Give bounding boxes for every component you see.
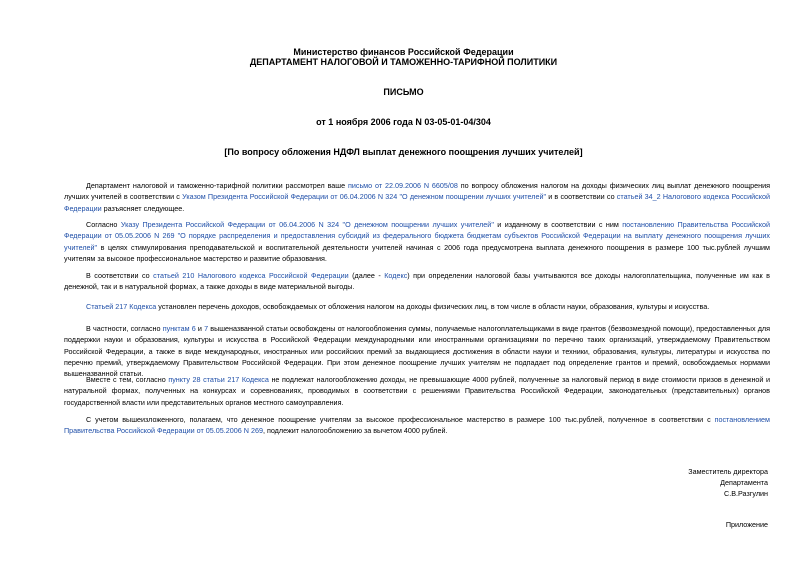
- text: разъясняет следующее.: [101, 203, 185, 213]
- paragraph-4: [64, 301, 770, 312]
- link-point-7[interactable]: 7: [204, 324, 209, 333]
- paragraph-1: [64, 180, 770, 214]
- department-name: ДЕПАРТАМЕНТ НАЛОГОВОЙ И ТАМОЖЕННО-ТАРИФНОЙ ПОЛИТИКИ: [249, 57, 558, 67]
- paragraph-7: [64, 414, 770, 437]
- text: С учетом вышеизложенного, полагаем, что денежное поощрение учителям за высокое профессиональное мастерство в размере 100 тыс.рублей, полученное в соответствии с: [86, 415, 715, 424]
- text: Согласно: [86, 220, 121, 229]
- paragraph-5: [64, 323, 770, 379]
- text: (далее -: [348, 271, 385, 280]
- text: и: [195, 324, 205, 333]
- link-letter[interactable]: письмо от 22.09.2006 N 6605/08: [347, 181, 458, 190]
- text: в целях стимулирования преподавательской и воспитательной деятельности учителей начиная с 2006 года предусмотрена выплата денежного поощрения в размере 100 тыс.рублей лучшим учителям за высокое профессиональное мастерство и развитие образования.: [64, 242, 770, 263]
- text: по вопросу обложения налогом на доходы физических лиц выплат денежного поощрения лучших учителей в соответствии с: [64, 181, 770, 202]
- link-resolution-269[interactable]: постановлением Правительства Российской Федерации от 05.05.2006 N 269: [64, 415, 770, 436]
- document-date-number: от 1 ноября 2006 года N 03-05-01-04/304: [316, 117, 491, 127]
- text: В частности, согласно: [86, 324, 163, 333]
- document-type: ПИСЬМО: [383, 87, 424, 97]
- link-decree-324[interactable]: Указу Президента Российской Федерации от 06.04.2006 N 324 "О денежном поощрении лучших учителей": [120, 220, 494, 229]
- text: ) при определении налоговой базы учитываются все доходы налогоплательщика, полученные им как в денежной, так и в натуральной формах, а также доходы в виде материальной выгоды.: [64, 271, 770, 292]
- text: Вместе с тем, согласно: [86, 375, 169, 384]
- signature-position-line1: Заместитель директора: [688, 467, 768, 476]
- link-resolution-269[interactable]: постановлению Правительства Российской Федерации от 05.05.2006 N 269 "О порядке распределения и предоставления субсидий из федерального бюджета бюджетам субъектов Российской Федерации на выплату денежного поощрения лучших учителей": [64, 220, 770, 252]
- link-article-34-2[interactable]: статьей 34_2 Налогового кодекса Российской Федерации: [64, 192, 770, 213]
- paragraph-6: [64, 374, 770, 408]
- link-code[interactable]: Кодекс: [384, 271, 408, 280]
- text: не подлежат налогообложению доходы, не превышающие 4000 рублей, полученные за налоговый период в виде стоимости призов в денежной и натуральной формах, полученных на конкурсах и соревнованиях, проводимых в соответствии с решениями Правительства Российской Федерации, законодательных (представительных) органов государственной власти или представительных органов местного самоуправления.: [64, 375, 770, 407]
- text: вышеназванной статьи освобождены от налогообложения суммы, получаемые налогоплательщиками в виде грантов (безвозмездной помощи), предоставленных для поддержки науки и образования, культуры и искусства в Российской Федерации международными или иностранными организациями по перечню таких организаций, утверждаемому Правительством Российской Федерации, а также в виде международных, иностранных или российских премий за выдающиеся достижения в области науки и техники, образования, культуры, литературы и искусства по перечню премий, утверждаемому Правительством Российской Федерации. При этом денежное поощрение лучших учителям не подпадает под определение грантов и премий, освобождаемых нормами вышеназванной статьи.: [64, 324, 770, 379]
- link-point-6[interactable]: пунктам 6: [162, 324, 196, 333]
- paragraph-2: [64, 219, 770, 264]
- text: Департамент налоговой и таможенно-тарифной политики рассмотрел ваше: [86, 181, 348, 190]
- text: установлен перечень доходов, освобождаемых от обложения налогом на доходы физических лиц, в том числе в области науки, образования, культуры и искусства.: [156, 302, 710, 311]
- text: и в соответствии со: [546, 192, 617, 202]
- link-article-210[interactable]: статьей 210 Налогового кодекса Российской Федерации: [153, 271, 349, 280]
- link-article-217[interactable]: Статьей 217 Кодекса: [86, 302, 157, 311]
- paragraph-3: [64, 270, 770, 293]
- text: и изданному в соответствии с ним: [493, 220, 623, 229]
- text: , подлежит налогообложению за вычетом 4000 рублей.: [262, 426, 448, 436]
- appendix-label: Приложение: [725, 520, 768, 529]
- document-subject: [По вопросу обложения НДФЛ выплат денежного поощрения лучших учителей]: [224, 147, 583, 157]
- text: В соответствии со: [86, 271, 154, 280]
- signature-name: С.В.Разгулин: [724, 489, 768, 498]
- signature-position-line2: Департамента: [720, 478, 768, 487]
- ministry-name: Министерство финансов Российской Федерации: [293, 47, 514, 57]
- link-point-28-article-217[interactable]: пункту 28 статьи 217 Кодекса: [168, 375, 269, 384]
- link-decree-324[interactable]: Указом Президента Российской Федерации от 06.04.2006 N 324 "О денежном поощрении лучших учителей": [182, 192, 547, 202]
